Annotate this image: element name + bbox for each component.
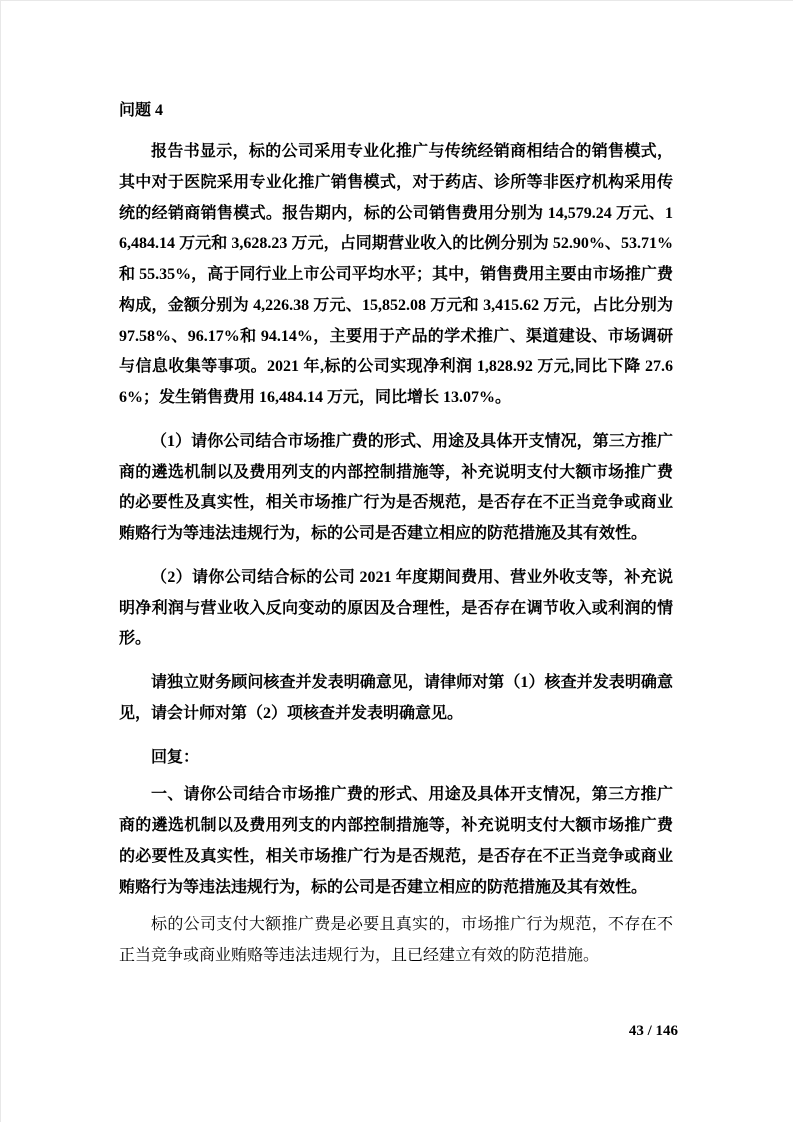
question-heading: 问题 4	[119, 102, 164, 119]
paragraph-question-2: （2）请你公司结合标的公司 2021 年度期间费用、营业外收支等，补充说明净利润与营业收入反向变动的原因及合理性，是否存在调节收入或利润的情形。	[119, 568, 673, 648]
page-number: 43 / 146	[628, 1023, 678, 1039]
paragraph-question-1: （1）请你公司结合市场推广费的形式、用途及具体开支情况，第三方推广商的遴选机制以及费用列支的内部控制措施等，补充说明支付大额市场推广费的必要性及真实性，相关市场推广行为是否规范，是否存在不正当竞争或商业贿赂行为等违法违规行为，标的公司是否建立相应的防范措施及其有效性。	[119, 432, 673, 542]
paragraph-report-overview: 报告书显示，标的公司采用专业化推广与传统经销商相结合的销售模式，其中对于医院采用专业化推广销售模式，对于药店、诊所等非医疗机构采用传统的经销商销售模式。报告期内，标的公司销售费用分别为 14,579.24 万元、16,484.14 万元和 3,628.23 万元，占同期营业收入的比例分别为 52.90%、53.71%和 55.35%，高于同行业上市公司平均水平；其中，销售费用主要由市场推广费构成，金额分别为 4,226.38 万元、15,852.08 万元和 3,415.62 万元，占比分别为 97.58%、96.17%和 94.14%，主要用于产品的学术推广、渠道建设、市场调研与信息收集等事项。2021 年,标的公司实现净利润 1,828.92 万元,同比下降 27.66%；发生销售费用 16,484.14 万元，同比增长 13.07%。	[119, 143, 673, 406]
paragraph-reply-answer: 标的公司支付大额推广费是必要且真实的，市场推广行为规范，不存在不正当竞争或商业贿赂等违法违规行为，且已经建立有效的防范措施。	[119, 916, 673, 964]
paragraph-restated-question-1: 一、请你公司结合市场推广费的形式、用途及具体开支情况，第三方推广商的遴选机制以及费用列支的内部控制措施等，补充说明支付大额市场推广费的必要性及真实性，相关市场推广行为是否规范，是否存在不正当竞争或商业贿赂行为等违法违规行为，标的公司是否建立相应的防范措施及其有效性。	[119, 786, 673, 896]
document-body	[119, 0, 673, 985]
paragraph-verification-request: 请独立财务顾问核查并发表明确意见，请律师对第（1）核查并发表明确意见，请会计师对第（2）项核查并发表明确意见。	[119, 674, 673, 722]
reply-label: 回复：	[151, 748, 200, 766]
